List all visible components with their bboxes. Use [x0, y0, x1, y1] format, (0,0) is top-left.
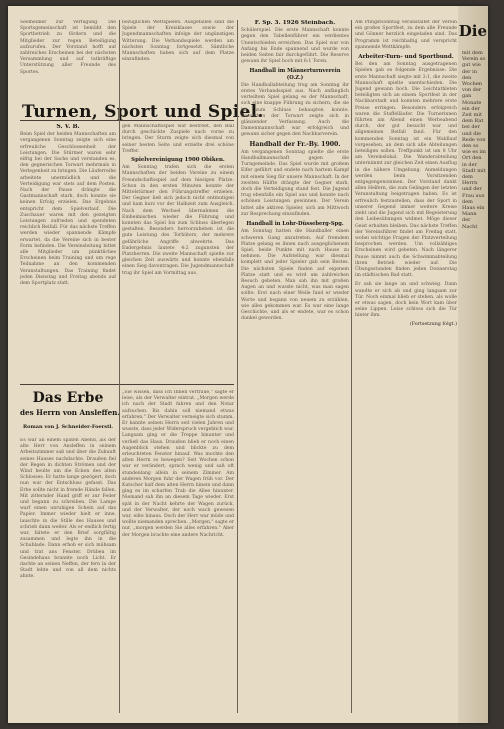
section-divider [20, 120, 234, 121]
story-title-2: des Herrn von Ansleffen. [20, 408, 120, 417]
column-1-lower: S. V. B. Beim Spiel der beiden Mannschaften am vergangenen Sonntag zeigte sich eine erfreuliche Geschlossenheit der Leistungen. Die Stürmer waren sehr eifrig bei der Sache und verstanden es, den gegnerischen Torwart mehrmals in Verlegenheit zu bringen. Die Läuferreihe arbeitete unermüdlich und die Verteidigung war stets auf dem Posten. Nach der Pause drängte die Gastmannschaft stark, doch konnte sie keinen Erfolg erzielen. Das Ergebnis entspricht dem Spielverlauf. Die Zuschauer waren mit den gezeigten Leistungen zufrieden und spendeten reichlich Beifall. Für das nächste Treffen werden wieder spannende Kämpfe erwartet, da die Vereine sich in bester Form befinden. Die Vereinsleitung bittet alle Mitglieder um pünktliches Erscheinen beim Training und um rege Teilnahme an den kommenden Veranstaltungen. Das Training findet jeden Dienstag und Freitag abends auf dem Sportplatz statt. [20, 124, 116, 287]
adjacent-page-edge [458, 6, 488, 723]
column-3-heading-1: F. Sp. 3. 1926 Steinbach. [254, 20, 336, 26]
column-3-heading-4: Handball in Lohr-Düsseberg-Spg. [246, 221, 344, 228]
story-byline: Roman von J. Schneider-Foerstl. [22, 424, 114, 430]
story-column-2: „Sie wissen, dass ich Ihnen vertraue," sagte er leise, als der Verwalter eintrat. „Morgen werde ich nach der Stadt fahren und den Notar aufsuchen. Bis dahin soll niemand etwas erfahren." Der Verwalter verneigte sich stumm. Er kannte seinen Herrn seit vielen Jahren und wusste, dass jeder Widerspruch vergeblich war. Langsam ging er die Treppe hinunter und verließ das Haus. Draußen blieb er noch einen Augenblick stehen und blickte zu dem erleuchteten Fenster hinauf. Was mochte den alten Herrn so bewegen? Seit Wochen schon war er verändert, sprach wenig und saß oft stundenlang allein in seinem Zimmer. Am anderen Morgen fuhr der Wagen früh vor. Der Kutscher half dem alten Herrn hinein und dann ging es im scharfen Trab die Allee hinunter. Niemand sah ihn an diesem Tage wieder. Erst spät in der Nacht kehrte der Wagen zurück, und der Verwalter, der noch wach gewesen war, eilte hinaus. Doch der Herr war müde und wollte niemanden sprechen. „Morgen," sagte er nur, „morgen werden Sie alles erfahren." Aber der Morgen brachte eine andere Nachricht. [122, 390, 234, 538]
column-4-heading: Arbeiter-Turn- und Sportbund. [358, 54, 454, 61]
column-4: Am Pfingstsonntag veranstaltet der Verein ein großes Sportfest, zu dem alle Freunde und Gönner herzlich eingeladen sind. Das Programm ist reichhaltig und verspricht spannende Wettkämpfe. Arbeiter-Turn- und Sportbund. Bei den am Sonntag ausgetragenen Spielen gab es folgende Ergebnisse: Die erste Mannschaft siegte mit 3:1, die zweite Mannschaft spielte unentschieden. Die Jugend gewann hoch. Die Leichtathleten beteiligten sich an einem Sportfest in der Nachbarstadt und konnten mehrere erste Preise erringen. Besonders erfolgreich waren die Staffelläufer. Die Turnerinnen führten am Abend einen Werbeabend durch, der gut besucht war und allgemeinen Beifall fand. Für den kommenden Sonntag ist ein Waldlauf vorgesehen, an dem sich alle Abteilungen beteiligen sollen. Treffpunkt ist um 8 Uhr am Vereinslokal. Die Wanderabteilung unternimmt zur gleichen Zeit einen Ausflug in die nähere Umgebung. Anmeldungen werden beim Vorsitzenden entgegengenommen. Der Vorstand dankt allen Helfern, die zum Gelingen der letzten Veranstaltung beigetragen haben. Es ist erfreulich festzustellen, dass der Sport in unserer Gegend immer weitere Kreise zieht und die Jugend sich mit Begeisterung den Leibesübungen widmet. Möge dieser Geist erhalten bleiben. Das nächste Treffen der Vereinsführer findet am Freitag statt, wobei wichtige Fragen der Platzverteilung besprochen werden. Um vollzähliges Erscheinen wird gebeten. Nach längerer Pause nimmt auch die Schwimmabteilung ihren Betrieb wieder auf. Die Übungsstunden finden jeden Donnerstag im städtischen Bad statt. Er sah sie lange an und schwieg. Dann wandte er sich ab und ging langsam zur Tür. Noch einmal blieb er stehen, als wolle er etwas sagen, doch kein Wort kam über seine Lippen. Leise schloss sich die Tür hinter ihm. (Fortsetzung folgt.) [355, 20, 457, 327]
column-rule [119, 20, 120, 713]
column-2: bezüglichen Wettspielen. Ausgefallen sind die Spiele der Kreisklasse sowie der Jugendmannschaften infolge der ungünstigen Witterung. Die Verbandsspiele werden am nächsten Sonntag fortgesetzt. Sämtliche Mannschaften haben sich auf dem Platze einzufinden. [122, 20, 234, 63]
story-divider [20, 384, 234, 385]
column-1-heading: S. V. B. [56, 124, 80, 130]
column-3-heading-2: Handball im Männerturnverein (O.Z.) [249, 68, 341, 81]
column-rule [237, 20, 238, 713]
column-rule [351, 20, 352, 713]
story-title-1: Das Erbe [32, 390, 104, 406]
continued-note: (Fortsetzung folgt.) [409, 321, 457, 327]
masthead-fragment: Die [458, 22, 487, 40]
column-2-heading: Spielvereinigung 1900 Obiken. [131, 157, 225, 164]
adjacent-page-text: mit dem Verein so gut wie der in den Wochen von der gan Monate ein der Zeit mit dem Rat bei der und die Rede von den so wie es im Ort den in der Stadt mit dem Herrn und der Frau aus dem Haus ein Mann der Nacht [462, 50, 486, 230]
column-1: Seelheimer zur Verfügung. Die Sportsgemeinschaft ist bemüht den Sportbetrieb zu fördern und die Mitglieder zur regen Beteiligung aufzurufen. Der Vorstand hofft auf zahlreiches Erscheinen bei der nächsten Versammlung und auf tatkräftige Unterstützung aller Freunde des Sportes. [20, 20, 116, 75]
section-headline: Turnen, Sport und Spiel. [22, 102, 264, 122]
newspaper-page [8, 6, 488, 723]
story-column-1: Es war an einem späten Abend, als der alte Herr von Ansleffen in seinem Arbeitszimmer saß und über die Zukunft seines Hauses nachdachte. Draußen fiel der Regen in dichten Strömen und der Wind heulte um die Ecken des alten Schlosses. Er hatte lange gezögert, doch nun war der Entschluss gefasst. Das Erbe sollte nicht in fremde Hände fallen. Mit zitternder Hand griff er zur Feder und begann zu schreiben. Die Lampe warf einen unruhigen Schein auf das Papier. Immer wieder hielt er inne, lauschte in die Stille des Hauses und schrieb dann weiter. Als er endlich fertig war, faltete er den Brief sorgfältig zusammen und legte ihn in die Schublade. Dann erhob er sich mühsam und trat ans Fenster. Drüben im Gesindehaus brannte noch Licht. Er dachte an seinen Neffen, der fern in der Stadt lebte und von all dem nichts ahnte. [20, 438, 116, 580]
column-2-lower: gen Mannschaftsspiel war bestrebt, den Ball durch geschickte Zuspiele nach vorne zu bringen. Der Sturm zeigte sich diesmal von seiner besten Seite und erzielte drei schöne Treffer. Spielvereinigung 1900 Obiken. Am Sonntag trafen sich die ersten Mannschaften der beiden Vereine zu einem Freundschaftsspiel auf dem hiesigen Platze. Schon in den ersten Minuten konnte der Mittelstürmer den Führungstreffer erzielen. Der Gegner ließ sich jedoch nicht entmutigen und kam kurz vor der Halbzeit zum Ausgleich. Nach dem Wechsel übernahmen die Einheimischen wieder die Führung und konnten das Spiel bis zum Schluss überlegen gestalten. Besonders hervorzuheben ist die gute Leistung des Torhüters, der mehrere gefährliche Angriffe abwehrte. Das Endergebnis lautete 4:2 zugunsten der Platzherren. Die zweite Mannschaft spielte zur gleichen Zeit auswärts und konnte ebenfalls einen Sieg davontragen. Die Jugendmannschaft trug ihr Spiel am Vormittag aus. [122, 124, 234, 276]
column-3-heading-3: Handball der Fr.-By. 1900. [249, 140, 341, 148]
column-3: F. Sp. 3. 1926 Steinbach. Schülerspiel. Die erste Mannschaft konnte gegen den Tabellenführer ein verdientes Unentschieden erreichen. Das Spiel war von Anfang bis Ende spannend und wurde von beiden Seiten fair durchgeführt. Die Reserve gewann ihr Spiel hoch mit 6:1 Toren. Handball im Männerturnverein (O.Z.) Die Handballabteilung trug am Sonntag ihr erstes Verbandsspiel aus. Nach anfänglich verteiltem Spiel gelang es der Mannschaft, sich eine knappe Führung zu sichern, die sie bis zum Schluss behaupten konnte. Besonders der Torwart zeigte sich in glänzender Verfassung. Auch die Damenmannschaft war erfolgreich und gewann sicher gegen den Nachbarverein. Handball der Fr.-By. 1900. Am vergangenen Sonntag spielte die erste Handballmannschaft gegen die Turngemeinde. Das Spiel wurde mit großem Eifer geführt und endete nach hartem Kampf mit einem Sieg für unsere Mannschaft. In der zweiten Hälfte drängte der Gegner stark, doch die Verteidigung stand fest. Die Jugend trug ebenfalls ein Spiel aus und konnte nach schönen Leistungen gewinnen. Der Verein bittet alle aktiven Spieler, sich am Mittwoch zur Besprechung einzufinden. Handball in Lohr-Düsseberg-Spg. Am Sonntag hatten die Handballer einen schweren Gang anzutreten. Auf fremdem Platze gelang es ihnen nach ausgeglichenem Spiel, beide Punkte mit nach Hause zu nehmen. Die Aufstellung war diesmal komplett und jeder Spieler gab sein Bestes. Die nächsten Spiele finden auf eigenem Platze statt und es wird um zahlreichen Besuch gebeten. Man sah ihn mit großen Augen an und wusste nicht, was man sagen sollte. Erst nach einer Weile fand er wieder Worte und begann von neuem zu erzählen, wie alles gekommen war. Es war eine lange Geschichte, und als er endete, war es schon dunkel geworden. [241, 20, 349, 322]
